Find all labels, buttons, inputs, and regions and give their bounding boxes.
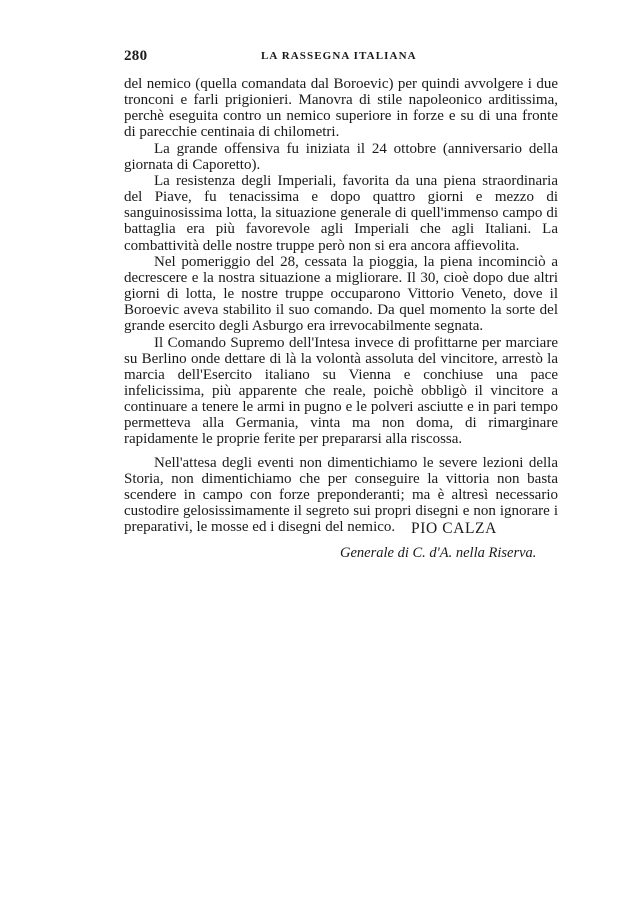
paragraph-afternoon-28: Nel pomeriggio del 28, cessata la pioggia, la piena incominciò a decrescere e la nostra situazione a migliorare. Il 30, cioè dopo due altri giorni di lotta, le nostre truppe occuparono Vittorio Veneto, dove il Boroevic aveva stabilito il suo comando. Da quel momento la sorte del grande esercito degli Asburgo era irrevocabilmente segnata.: [124, 253, 558, 335]
page-header: [124, 48, 558, 68]
running-title: LA RASSEGNA ITALIANA: [261, 50, 417, 62]
paragraph-supreme-command: Il Comando Supremo dell'Intesa invece di profittarne per marciare su Berlino onde dettare di là la volontà assoluta del vincitore, arrestò la marcia dell'Esercito italiano su Vienna e conchiuse una pace infelicissima, più apparente che reale, poichè obbligò il vincitore a continuare a tenere le armi in pugno e le polveri asciutte e in pari tempo permetteva alla Germania, vinta ma non doma, di rimarginare rapidamente le proprie ferite per prepararsi alla riscossa.: [124, 334, 558, 448]
signature-block: [340, 519, 558, 563]
paragraph-lessons: Nell'attesa degli eventi non dimentichiamo le severe lezioni della Storia, non dimentichiamo che per conseguire la vittoria non basta scendere in campo con forze preponderanti; ma è altresì necessario custodire gelosissimamente il segreto sui propri disegni e non ignorare i preparativi, le mosse ed i disegni del nemico.: [124, 454, 558, 536]
paragraph-continuation: del nemico (quella comandata dal Boroevic) per quindi avvolgere i due tronconi e farli prigionieri. Manovra di stile napoleonico arditissima, perchè eseguita contro un nemico superiore in forze e su di una fronte di parecchie centinaia di chilometri.: [124, 76, 558, 141]
author-title: Generale di C. d'A. nella Riserva.: [340, 545, 537, 561]
article-body: [124, 76, 558, 535]
author-name: PIO CALZA: [411, 520, 497, 537]
page-number: 280: [124, 48, 148, 64]
paragraph-offensive: La grande offensiva fu iniziata il 24 ottobre (anniversario della giornata di Caporetto).: [124, 140, 558, 173]
paragraph-resistance: La resistenza degli Imperiali, favorita da una piena straordinaria del Piave, fu tenacissima e dopo quattro giorni e mezzo di sanguinosissima lotta, la situazione generale di quell'immenso campo di battaglia era più favorevole agli Imperiali che agli Italiani. La combattività delle nostre truppe però non si era ancora affievolita.: [124, 172, 558, 254]
